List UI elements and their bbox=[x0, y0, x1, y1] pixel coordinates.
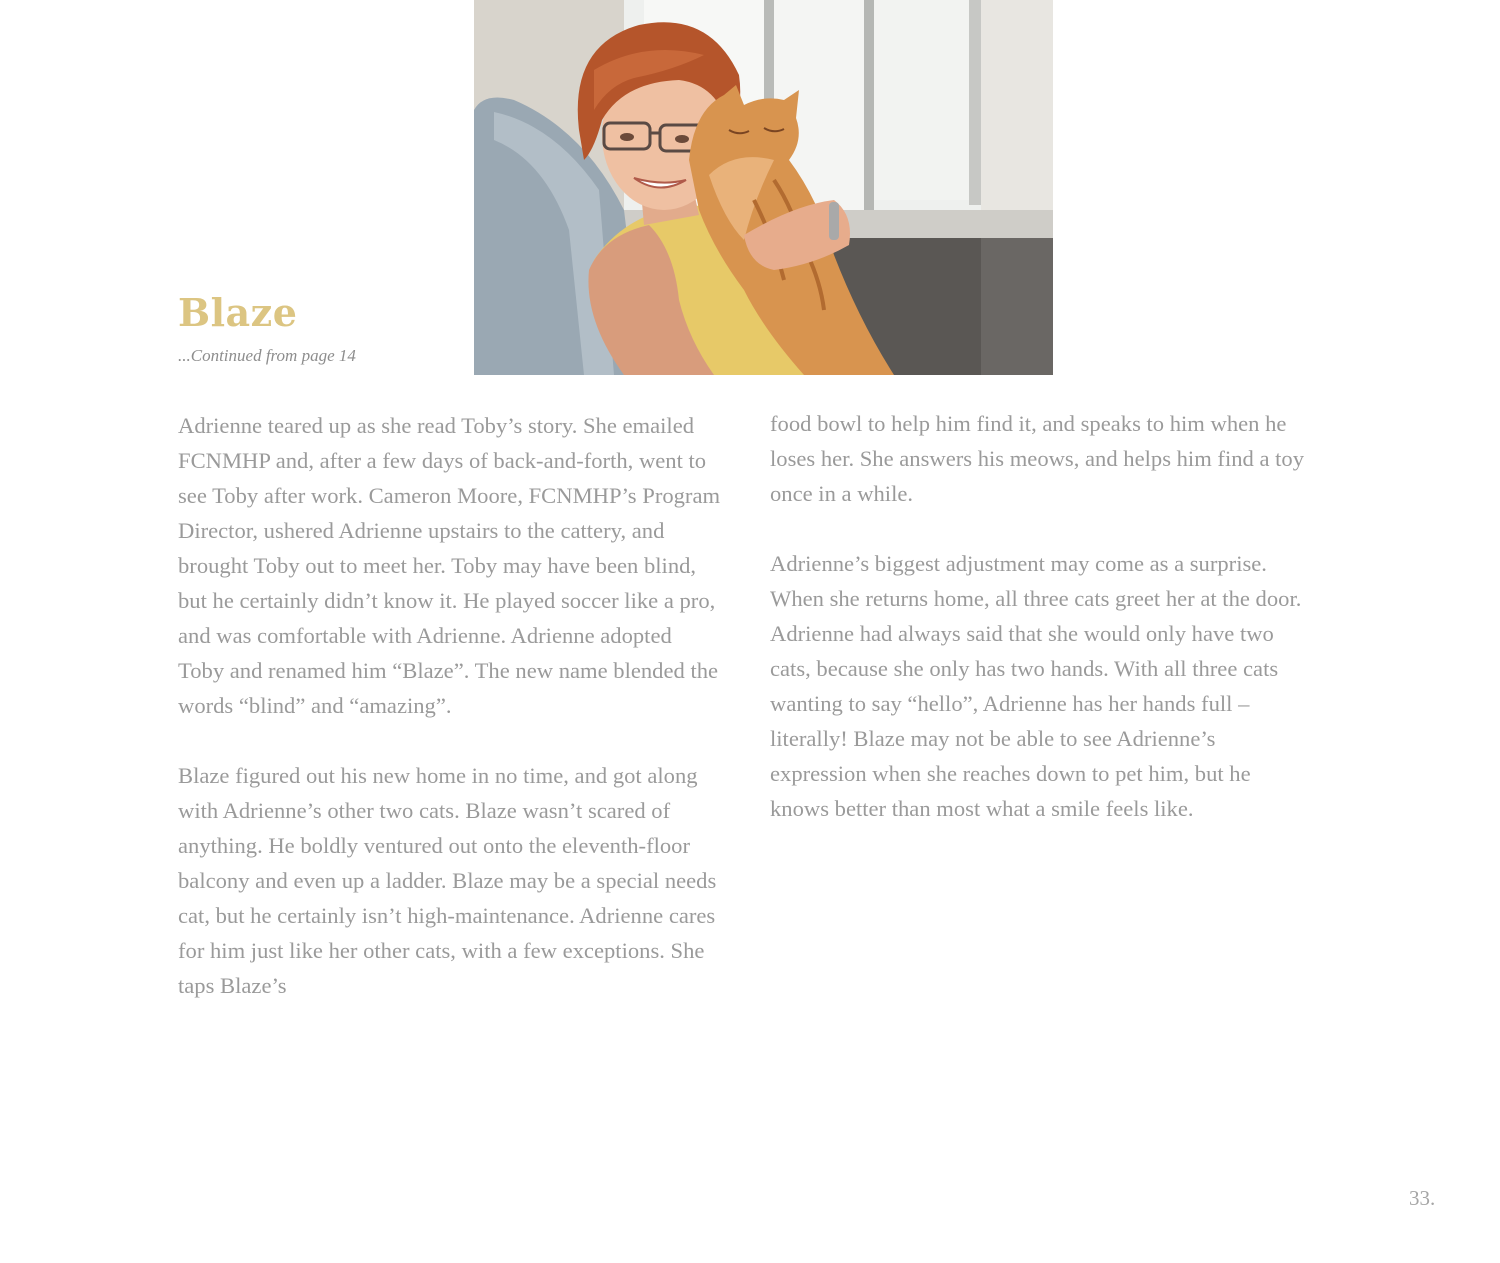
paragraph: Adrienne teared up as she read Toby’s story. She emailed FCNMHP and, after a few days of back-and-forth, went to see Toby after work. Cameron Moore, FCNMHP’s Program Director, ushered Adrienne upstairs to the cattery, and brought Toby out to meet her. Toby may have been blind, but he certainly didn’t know it. He played soccer like a pro, and was comfortable with Adrienne. Adrienne adopted Toby and renamed him “Blaze”. The new name blended the words “blind” and “amazing”. bbox=[178, 413, 721, 718]
woman-holding-cat-photo bbox=[474, 0, 1053, 375]
article-column-left bbox=[178, 408, 723, 1038]
article-column-right bbox=[770, 406, 1315, 861]
continued-note: ...Continued from page 14 bbox=[178, 346, 356, 365]
article-title: Blaze bbox=[178, 290, 298, 335]
paragraph: Adrienne’s biggest adjustment may come as a surprise. When she returns home, all three cats greet her at the door. Adrienne had always said that she would only have two cats, because she only has two hands. With all three cats wanting to say “hello”, Adrienne has her hands full – literally! Blaze may not be able to see Adrienne’s expression when she reaches down to pet him, but he knows better than most what a smile feels like. bbox=[770, 551, 1302, 821]
page-number: 33. bbox=[1409, 1186, 1436, 1210]
paragraph: Blaze figured out his new home in no time, and got along with Adrienne’s other two cats. Blaze wasn’t scared of anything. He boldly ventured out onto the eleventh-floor balcony and even up a ladder. Blaze may be a special needs cat, but he certainly isn’t high-maintenance. Adrienne cares for him just like her other cats, with a few exceptions. She taps Blaze’s bbox=[178, 763, 717, 998]
paragraph: food bowl to help him find it, and speaks to him when he loses her. She answers his meows, and helps him find a toy once in a while. bbox=[770, 411, 1305, 506]
